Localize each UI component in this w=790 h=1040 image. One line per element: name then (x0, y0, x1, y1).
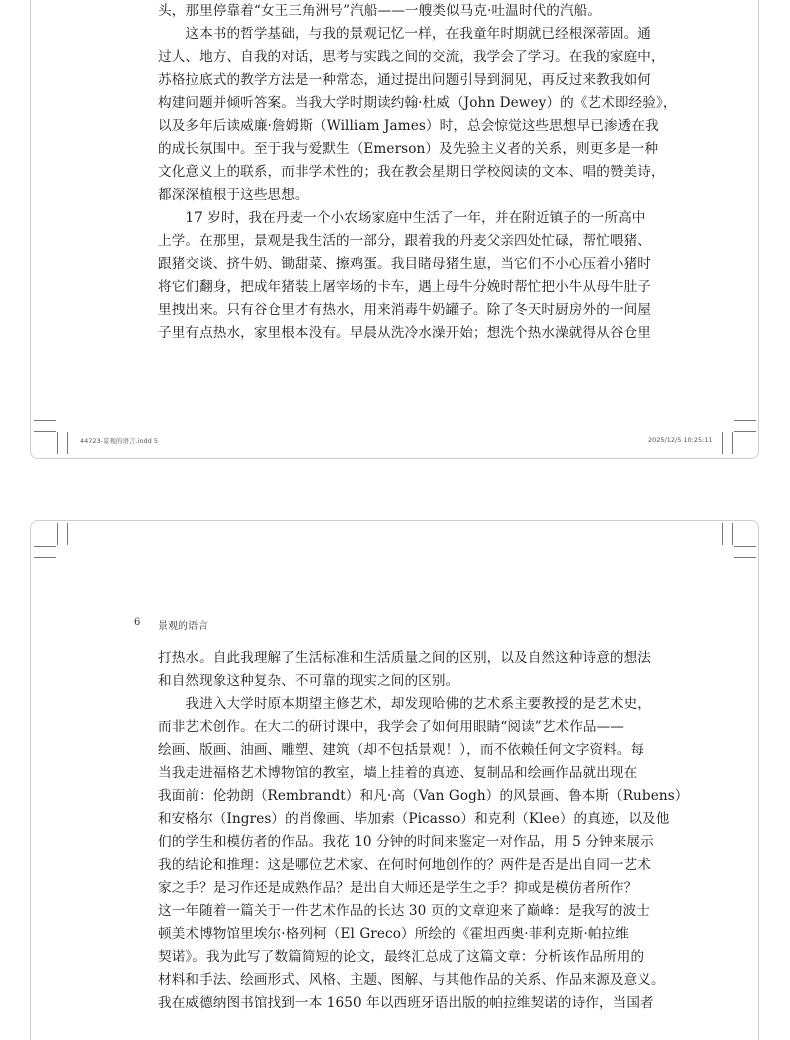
text-line: 契诺》。我为此写了数篇简短的论文，最终汇总成了这篇文章：分析该作品所用的 (158, 949, 645, 965)
crop-mark (57, 523, 58, 545)
crop-mark (34, 557, 56, 558)
text-line: 材料和手法、绘画形式、风格、主题、图解、与其他作品的关系、作品来源及意义。 (158, 972, 665, 988)
text-line: 顿美术博物馆里埃尔·格列柯（El Greco）所绘的《霍坦西奥·菲利克斯·帕拉维 (158, 926, 629, 942)
text-line: 我的结论和推理：这是哪位艺术家、在何时何地创作的？两件是否是出自同一艺术 (158, 857, 651, 873)
text-line: 而非艺术创作。在大二的研讨课中，我学会了如何用眼睛“阅读”艺术作品—— (158, 719, 624, 735)
text-line: 的成长氛围中。至于我与爱默生（Emerson）及先验主义者的关系，则更多是一种 (158, 141, 659, 157)
text-line: 子里有点热水，家里根本没有。早晨从洗冷水澡开始；想洗个热水澡就得从谷仓里 (158, 325, 651, 341)
running-head: 景观的语言 (158, 621, 208, 632)
crop-mark (734, 546, 756, 547)
crop-mark (34, 431, 56, 432)
crop-mark (67, 432, 68, 454)
crop-mark (734, 557, 756, 558)
text-line: 里拽出来。只有谷仓里才有热水，用来消毒牛奶罐子。除了冬天时厨房外的一间屋 (158, 302, 651, 318)
text-line: 将它们翻身，把成年猪装上屠宰场的卡车，遇上母牛分娩时帮忙把小牛从母牛肚子 (158, 279, 651, 295)
text-line: 和安格尔（Ingres）的肖像画、毕加索（Picasso）和克利（Klee）的真迹，以及他 (158, 811, 670, 827)
text-line: 苏格拉底式的教学方法是一种常态，通过提出问题引导到洞见，再反过来教我如何 (158, 72, 651, 88)
text-line: 上学。在那里，景观是我生活的一部分，跟着我的丹麦父亲四处忙碌，帮忙喂猪、 (158, 233, 651, 249)
text-line: 我面前：伦勃朗（Rembrandt）和凡·高（Van Gogh）的风景画、鲁本斯（Rubens） (158, 788, 689, 804)
crop-mark (734, 431, 756, 432)
crop-mark (722, 432, 723, 454)
slug-filename: 44723-景观的语言.indd 5 (80, 437, 158, 445)
crop-mark (732, 523, 733, 545)
crop-mark (734, 420, 756, 421)
text-line: 过人、地方、自我的对话，思考与实践之间的交流，我学会了学习。在我的家庭中， (158, 49, 665, 65)
crop-mark (722, 523, 723, 545)
text-line: 头，那里停靠着“女王三角洲号”汽船——一艘类似马克·吐温时代的汽船。 (158, 3, 602, 19)
crop-mark (67, 523, 68, 545)
slug-timestamp: 2025/12/5 10:25:11 (648, 436, 713, 444)
text-line: 都深深植根于这些思想。 (158, 187, 309, 203)
text-line: 构建问题并倾听答案。当我大学时期读约翰·杜威（John Dewey）的《艺术即经验》， (158, 95, 677, 111)
text-line: 跟猪交谈、挤牛奶、锄甜菜、擦鸡蛋。我目睹母猪生崽，当它们不小心压着小猪时 (158, 256, 651, 272)
text-line: 我进入大学时原本期望主修艺术，却发现哈佛的艺术系主要教授的是艺术史， (158, 696, 651, 712)
text-line: 我在威德纳图书馆找到一本 1650 年以西班牙语出版的帕拉维契诺的诗作，当国者 (158, 995, 654, 1011)
text-line: 这一年随着一篇关于一件艺术作品的长达 30 页的文章迎来了巅峰：是我写的波士 (158, 903, 650, 919)
text-line: 绘画、版画、油画、雕塑、建筑（却不包括景观！），而不依赖任何文字资料。每 (158, 742, 645, 758)
page-number: 6 (134, 617, 141, 628)
crop-mark (57, 432, 58, 454)
text-line: 家之手？是习作还是成熟作品？是出自大师还是学生之手？抑或是模仿者所作？ (158, 880, 638, 896)
document-page-6 (30, 520, 759, 1040)
text-line: 当我走进福格艺术博物馆的教室，墙上挂着的真迹、复制品和绘画作品就出现在 (158, 765, 638, 781)
crop-mark (732, 432, 733, 454)
text-line: 文化意义上的联系，而非学术性的；我在教会星期日学校阅读的文本、唱的赞美诗， (158, 164, 665, 180)
text-line: 17 岁时，我在丹麦一个小农场家庭中生活了一年，并在附近镇子的一所高中 (158, 210, 646, 226)
text-line: 以及多年后读威廉·詹姆斯（William James）时，总会惊觉这些思想早已渗透在我 (158, 118, 659, 134)
crop-mark (34, 546, 56, 547)
text-line: 这本书的哲学基础，与我的景观记忆一样，在我童年时期就已经根深蒂固。通 (158, 26, 651, 42)
text-line: 和自然现象这种复杂、不可靠的现实之间的区别。 (158, 673, 460, 689)
crop-mark (34, 420, 56, 421)
text-line: 打热水。自此我理解了生活标准和生活质量之间的区别，以及自然这种诗意的想法 (158, 650, 651, 666)
text-line: 们的学生和模仿者的作品。我花 10 分钟的时间来鉴定一对作品，用 5 分钟来展示 (158, 834, 654, 850)
document-page-5 (30, 0, 759, 459)
